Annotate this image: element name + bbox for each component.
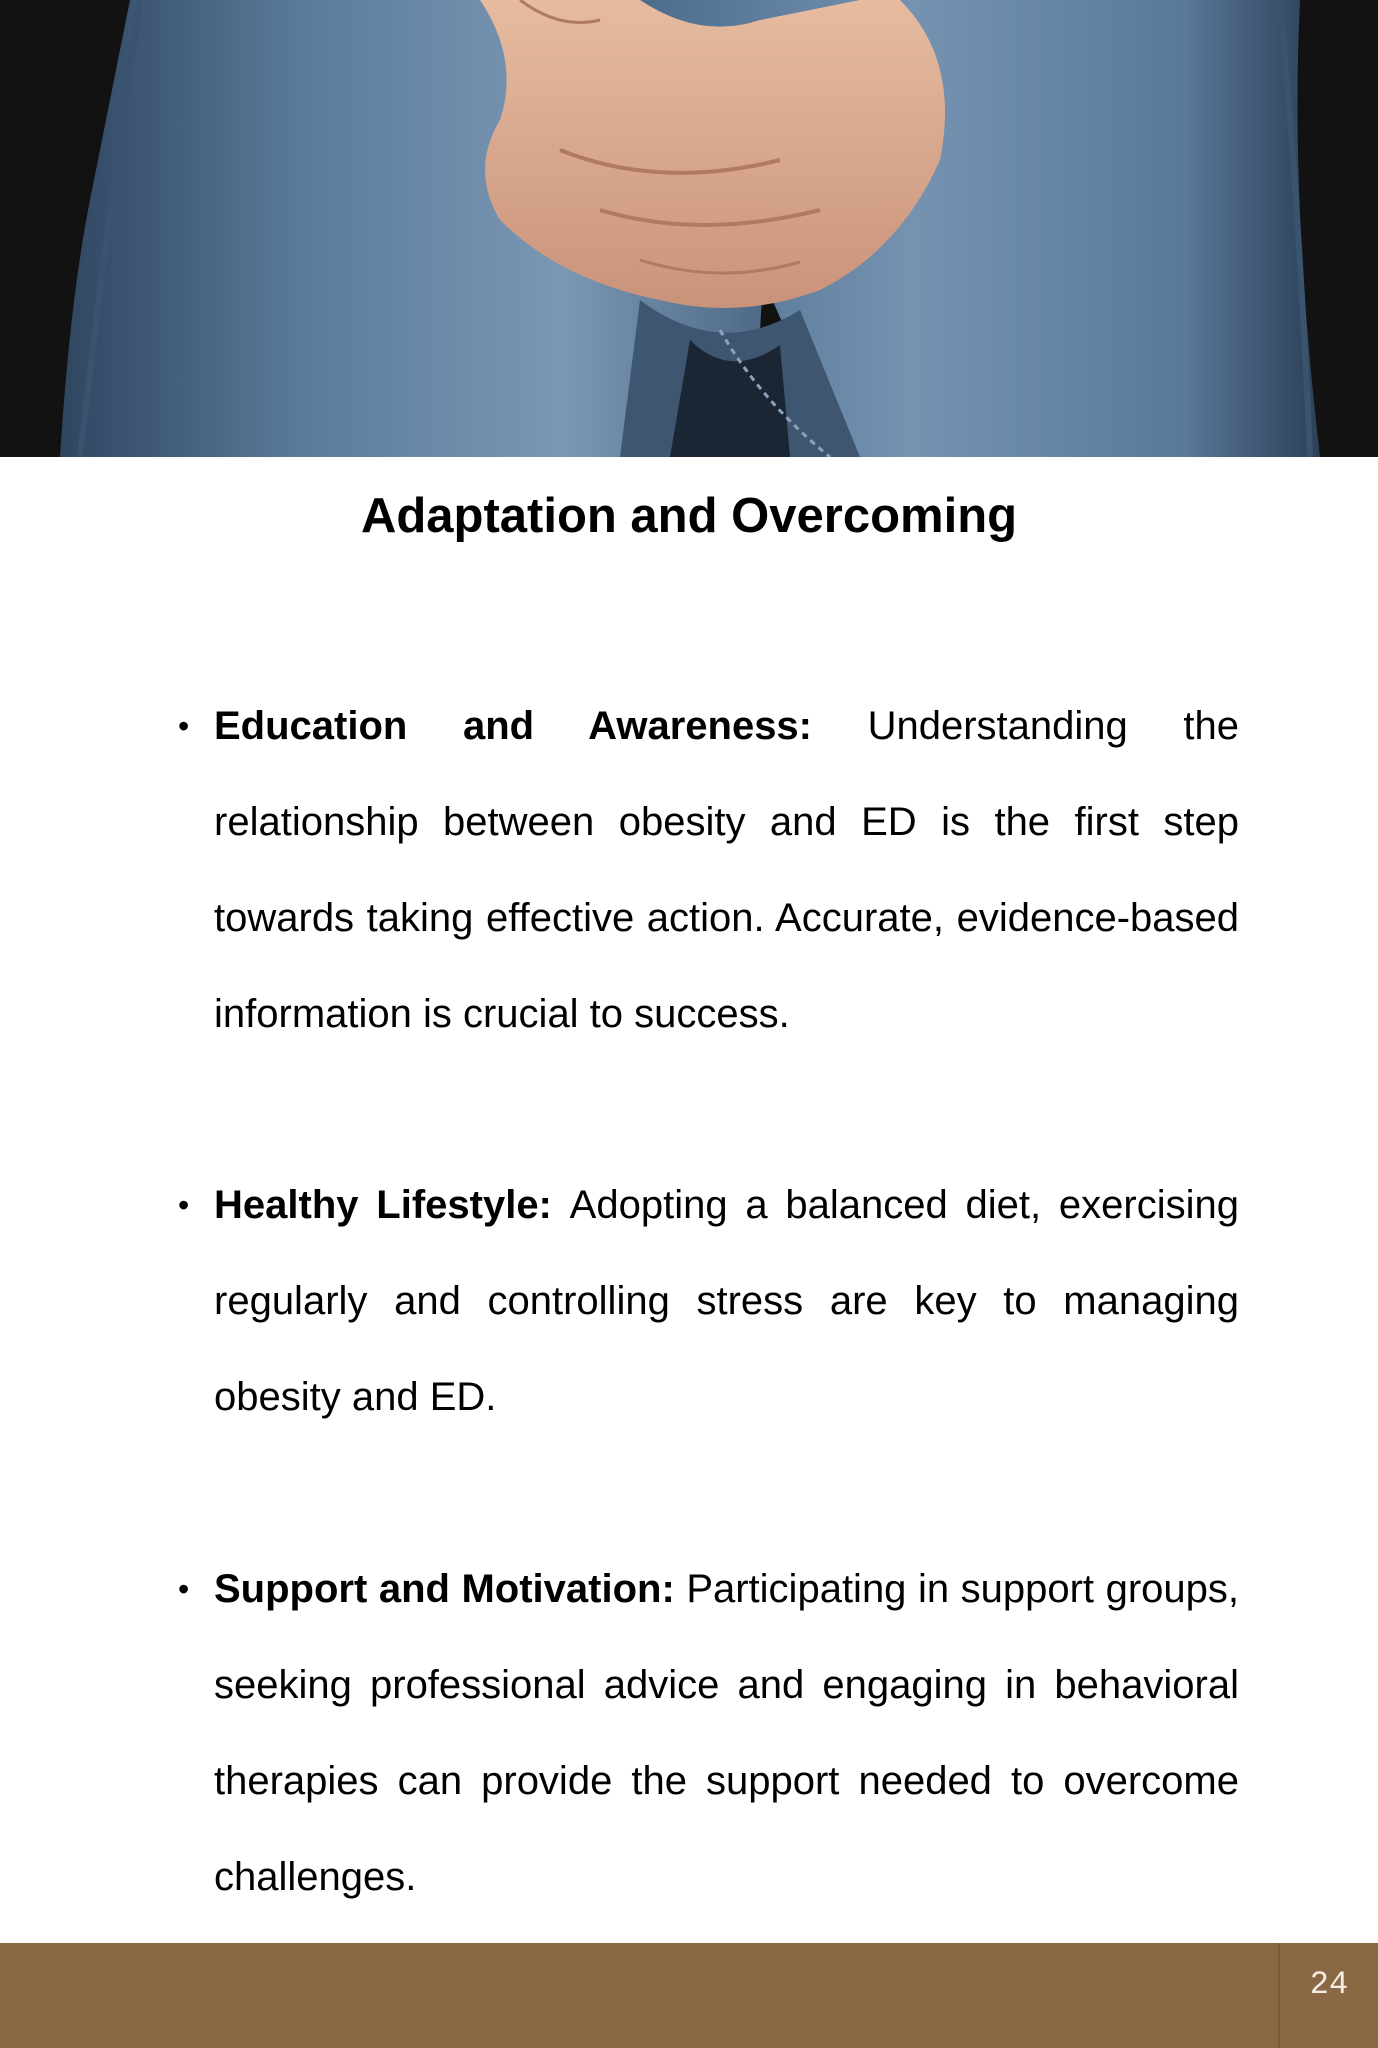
bullet-item-education bbox=[178, 678, 1239, 1062]
bullet-lead: Healthy Lifestyle: bbox=[214, 1183, 570, 1227]
bullet-marker: • bbox=[178, 708, 190, 744]
bullet-text: Participating in support groups, seeking professional advice and engaging in behavioral therapies can provide the support needed to overcome challenges. bbox=[214, 1567, 1239, 1899]
bullet-text: Adopting a balanced diet, exercising regularly and controlling stress are key to managing obesity and ED. bbox=[214, 1183, 1240, 1419]
bullet-marker: • bbox=[178, 1187, 190, 1223]
page-number: 24 bbox=[1278, 1943, 1378, 2048]
bullet-item-lifestyle bbox=[178, 1157, 1240, 1445]
footer-bar bbox=[0, 1943, 1378, 2048]
bullet-lead: Support and Motivation: bbox=[214, 1567, 687, 1611]
hero-image bbox=[0, 0, 1378, 457]
page-title: Adaptation and Overcoming bbox=[360, 489, 1018, 543]
bullet-lead: Education and Awareness: bbox=[214, 704, 868, 748]
bullet-item-support bbox=[178, 1541, 1239, 1925]
bullet-text: Understanding the relationship between obesity and ED is the first step towards taking effective action. Accurate, evidence-based information is crucial to success. bbox=[214, 704, 1239, 1036]
hero-photo-illustration bbox=[0, 0, 1378, 457]
bullet-marker: • bbox=[178, 1571, 190, 1607]
